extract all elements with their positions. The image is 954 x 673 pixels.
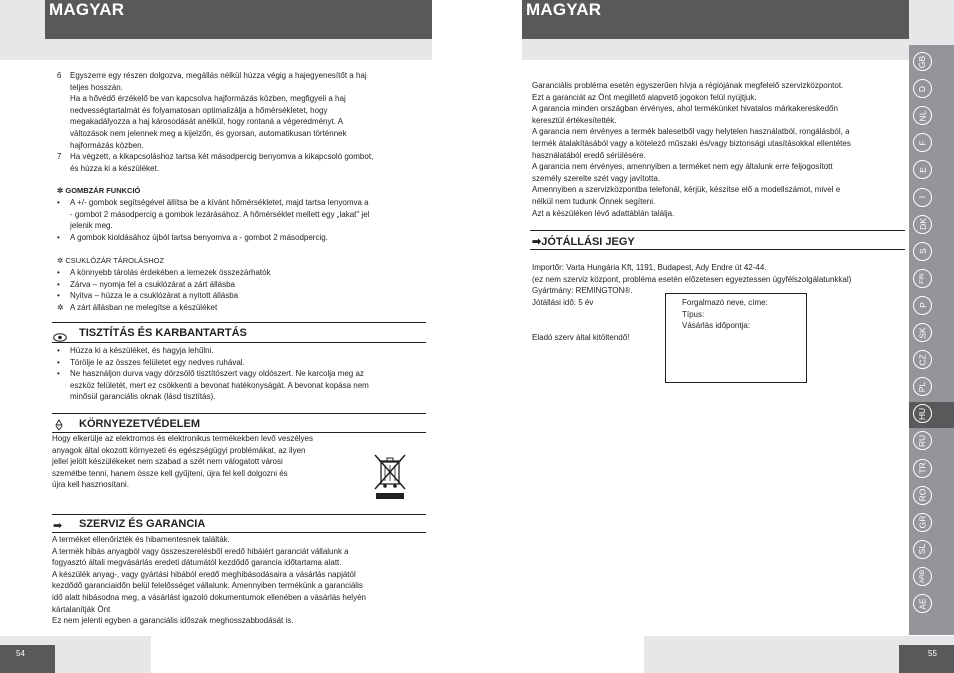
step6-line: nedvességtartalmát és folyamatosan optimalizálja a hőmérsékletet, hogy (70, 105, 328, 115)
language-tab-s[interactable] (913, 242, 932, 261)
gomb-list (57, 197, 369, 243)
left-header-bar (45, 0, 432, 39)
language-tab-label: FIN (918, 273, 926, 284)
gomb-title-row (57, 185, 140, 197)
cleaning-title: TISZTÍTÁS ÉS KARBANTARTÁS (79, 327, 247, 339)
step6-line: Egyszerre egy részen dolgozva, megállás nélkül húzza végig a hajegyenesítőt a haj (70, 71, 367, 80)
step6-line: Ha a hővédő érzékelő be van kapcsolva hajformázás közben, megfigyeli a haj (70, 94, 346, 104)
step6-text (70, 70, 367, 151)
cleaning-bottom-rule (52, 342, 426, 343)
right-header-bar (522, 0, 909, 39)
right-header-title: MAGYAR (526, 0, 602, 19)
language-tab-label: AE (917, 597, 928, 610)
service-bottom-rule (52, 532, 426, 533)
arrow-right-icon: ➡ (532, 236, 542, 248)
language-tab-sl[interactable] (913, 540, 932, 559)
language-tab-label: GB (917, 55, 928, 68)
list-item: minősül garanciális oknak (lásd tisztítás). (70, 392, 216, 402)
step6-line: változások nem jelennek meg a kijelzőn, és gyorsan, automatikusan történnek (70, 128, 347, 138)
left-footer-dark (0, 645, 55, 673)
step6-number: 6 (57, 71, 62, 80)
list-item: ✲ A zárt állásban ne melegítse a készüléket (57, 302, 218, 312)
language-tab-label: GR (917, 515, 928, 529)
gear-icon: ✲ (57, 256, 64, 265)
language-tab-label: I (917, 195, 928, 199)
language-tab-gr[interactable] (913, 513, 932, 532)
list-item: • Nyitva – húzza le a csuklózárat a nyitott állásba (57, 291, 239, 301)
step6-line: teljes hosszán. (70, 82, 123, 92)
language-tab-ro[interactable] (913, 486, 932, 505)
csuklo-title-row (57, 255, 164, 267)
crossed-bin-icon (372, 452, 408, 505)
list-item: • Zárva – nyomja fel a csuklózárat a zárt állásba (57, 279, 235, 289)
language-tab-label: CZ (917, 353, 928, 366)
language-tab-label: DK (917, 218, 928, 230)
list-item: eszköz felületét, mert ez csökkenti a bevonat hatékonyságát. A bevonat kopása nem (70, 380, 369, 390)
left-page-number: 54 (16, 649, 25, 658)
gomb-title: GOMBZÁR FUNKCIÓ (65, 186, 141, 195)
language-tab-label: RU (917, 434, 928, 448)
box-label-type: Típus: (682, 309, 705, 319)
language-tab-p[interactable] (913, 296, 932, 315)
csuklo-list (57, 267, 271, 313)
language-tab-label: E (917, 167, 928, 173)
right-page-number: 55 (928, 649, 937, 658)
gear-icon: ✲ (57, 302, 64, 312)
seller-fill-note: Eladó szerv által kitöltendő! (532, 333, 630, 342)
language-tab-fin[interactable] (913, 269, 932, 288)
gear-icon: ✲ (57, 186, 64, 195)
language-tab-label: HU (917, 407, 928, 420)
language-tab-label: SL (917, 544, 928, 555)
step7-text (70, 151, 373, 174)
language-tab-ae[interactable] (913, 594, 932, 613)
env-top-rule (52, 413, 426, 414)
warranty-title-row (532, 235, 635, 248)
env-title: KÖRNYEZETVÉDELEM (79, 418, 201, 430)
service-title: SZERVIZ ÉS GARANCIA (79, 518, 206, 530)
env-text: Hogy elkerülje az elektromos és elektronikus termékekben levő veszélyes anyagok által okozott környezeti és egészségügyi problémákat, az ilyen jellel jelölt készülékeket nem szabad a szét nem válogatott városi szemétbe tenni, hanem össze kell gyűjteni, újra fel kell dolgozni és újra kell hasznosítani. (52, 434, 314, 490)
list-item: - gombot 2 másodpercig a gombok lezárásához. A hőmérséklet mellett egy „lakat" jel (70, 209, 370, 219)
service-top-rule (52, 514, 426, 515)
list-item: • A könnyebb tárolás érdekében a lemezek összezárhatók (57, 268, 271, 277)
language-tab-label: F (917, 140, 928, 146)
language-tab-tr[interactable] (913, 459, 932, 478)
step7-line: Ha végzett, a kikapcsoláshoz tartsa két másodpercig benyomva a kikapcsoló gombot, (70, 152, 374, 161)
service-text: A terméket ellenőrizték és hibamentesnek találták. A termék hibás anyagból vagy összeszerelésből eredő hibáiért garanciát vállalunk a fogyasztó általi megvásárlás eredeti dátumától kezdődő garancia időtartama alatt. A készülék anyag-, vagy gyártási hibából eredő meghibásodásaira a vásárlás napjától kezdődő garanciaidőn belül felelősséget vállalunk. Amennyiben termékünk a garanciális idő alatt hibásodna meg, a vásárlást igazoló dokumentumok ellenében a vásárlás helyén kártalanítják Önt Ez nem jelenti egyben a garanciális időszak meghosszabbodását is. (52, 535, 366, 626)
stamp-box (665, 293, 807, 383)
language-tab-cz[interactable] (913, 350, 932, 369)
arrow-right-icon: ➡ (53, 520, 63, 532)
language-tab-label: P (917, 302, 928, 309)
warranty-top-rule (530, 230, 905, 231)
language-tab-arb[interactable] (913, 567, 932, 586)
step6-line: megakadályozza a haj károsodását anélkül, hogy rontaná a végeredményt. A (70, 117, 344, 127)
warranty-title: JÓTÁLLÁSI JEGY (541, 236, 635, 248)
language-tab-label: TR (917, 462, 928, 474)
language-tab-label: SK (917, 326, 928, 339)
warranty-bottom-rule (530, 249, 905, 250)
list-item: • A +/- gombok segítségével állítsa be a kívánt hőmérsékletet, majd tartsa lenyomva a (57, 198, 369, 207)
language-tab-dk[interactable] (913, 215, 932, 234)
importer-text: Importőr: Varta Hungária Kft, 1191, Budapest, Ady Endre út 42-44. (ez nem szerviz központ, probléma esetén előzetesen egyeztessen ügyfélszolgálatunkkal) Gyártmány: REMINGTON®. Jótállási idő: 5 év (532, 263, 852, 307)
language-tab-sk[interactable] (913, 323, 932, 342)
box-label-date: Vásárlás időpontja: (682, 321, 751, 331)
step6-line: hajformázás közben. (70, 140, 144, 150)
language-tab-gb[interactable] (913, 52, 932, 71)
list-item: • Húzza ki a készüléket, és hagyja lehűlni. (57, 346, 214, 355)
cleaning-list (57, 345, 369, 403)
step7-number: 7 (57, 152, 62, 161)
box-label-dealer: Forgalmazó neve, címe: (682, 298, 768, 307)
language-tab-label: NL (917, 110, 928, 122)
cleaning-top-rule (52, 322, 426, 323)
csuklo-title: CSUKLÓZÁR TÁROLÁSHOZ (65, 256, 165, 265)
language-tab-d[interactable] (913, 79, 932, 98)
right-footer-dark (899, 645, 954, 673)
language-tab-label: PL (917, 381, 928, 392)
language-tab-label: S (917, 248, 928, 255)
list-item: • Ne használjon durva vagy dörzsölő tisztítószert vagy oldószert. Ne karcolja meg az (57, 369, 364, 379)
language-tab-i[interactable] (913, 188, 932, 207)
list-item: jelenik meg. (70, 221, 113, 231)
language-tab-label: ARB (919, 569, 926, 584)
left-header-title: MAGYAR (49, 0, 125, 19)
list-item: • Törölje le az összes felületet egy nedves ruhával. (57, 357, 245, 367)
guarantee-text: Garanciális probléma esetén egyszerűen hívja a régiójának megfelelő szervizközpontot. Ezt a garanciát az Önt megillető alapvető jogokon felül nyújtjuk. A garancia minden országban érvényes, ahol termékünket hivatalos márkakereskedőn keresztül értékesítették. A garancia nem érvényes a termék balesetből vagy helytelen használatból, rongálásból, a termék átalakításából vagy a kötelező műszaki és/vagy biztonsági utasításokkal ellentétes használatából eredő sérülésére. A garancia nem érvényes, amennyiben a terméket nem egy általunk erre feljogosított személy szerelte szét vagy javította. Amennyiben a szervizközpontba telefonál, kérjük, készítse elő a modellszámot, mivel e nélkül nem tudunk Önnek segíteni. Azt a készüléken lévő adattáblán találja. (532, 81, 851, 218)
language-tab-label: RO (917, 488, 928, 502)
language-tab-label: D (917, 85, 928, 92)
step7-line: és húzza ki a készüléket. (70, 163, 159, 173)
list-item: • A gombok kioldásához újból tartsa benyomva a - gombot 2 másodpercig. (57, 232, 328, 242)
